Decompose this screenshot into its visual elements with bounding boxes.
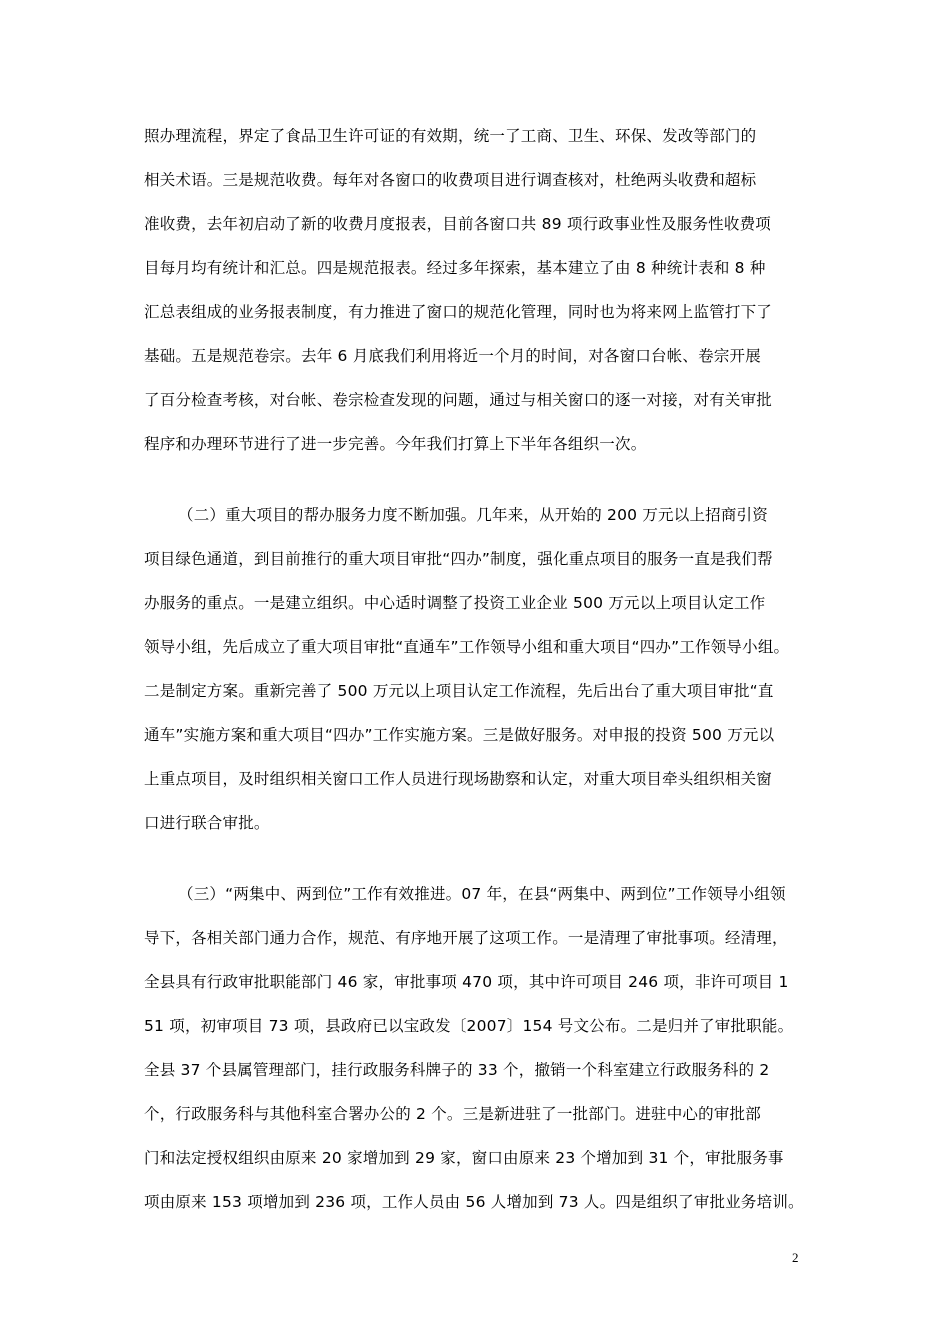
text-line: 照办理流程，界定了食品卫生许可证的有效期，统一了工商、卫生、环保、发改等部门的 [144, 127, 757, 145]
text-line: 基础。五是规范卷宗。去年 6 月底我们利用将近一个月的时间，对各窗口台帐、卷宗开展 [144, 347, 761, 365]
text-line: 51 项，初审项目 73 项，县政府已以宝政发〔2007〕154 号文公布。二是归并了审批职能。 [144, 1017, 794, 1035]
text-line: 目每月均有统计和汇总。四是规范报表。经过多年探索，基本建立了由 8 种统计表和 8 种 [144, 259, 766, 277]
text-line: 口进行联合审批。 [144, 814, 270, 832]
text-line: 项目绿色通道，到目前推行的重大项目审批“四办”制度，强化重点项目的服务一直是我们帮 [144, 550, 773, 568]
text-line: 程序和办理环节进行了进一步完善。今年我们打算上下半年各组织一次。 [144, 435, 647, 453]
text-line: 二是制定方案。重新完善了 500 万元以上项目认定工作流程，先后出台了重大项目审批“直 [144, 682, 774, 700]
text-line: 通车”实施方案和重大项目“四办”工作实施方案。三是做好服务。对申报的投资 500 万元以 [144, 726, 775, 744]
text-line: 全县 37 个县属管理部门，挂行政服务科牌子的 33 个，撤销一个科室建立行政服务科的 2 [144, 1061, 770, 1079]
text-line: 了百分检查考核，对台帐、卷宗检查发现的问题，通过与相关窗口的逐一对接，对有关审批 [144, 391, 773, 409]
text-line: 门和法定授权组织由原来 20 家增加到 29 家，窗口由原来 23 个增加到 31 个，审批服务事 [144, 1149, 784, 1167]
text-line: （三）“两集中、两到位”工作有效推进。07 年，在县“两集中、两到位”工作领导小组领 [178, 885, 786, 903]
text-line: 全县具有行政审批职能部门 46 家，审批事项 470 项，其中许可项目 246 项，非许可项目 1 [144, 973, 789, 991]
text-line: 导下，各相关部门通力合作，规范、有序地开展了这项工作。一是清理了审批事项。经清理， [144, 929, 788, 947]
text-line: 准收费，去年初启动了新的收费月度报表，目前各窗口共 89 项行政事业性及服务性收费项 [144, 215, 771, 233]
text-line: 个，行政服务科与其他科室合署办公的 2 个。三是新进驻了一批部门。进驻中心的审批部 [144, 1105, 761, 1123]
text-line: 领导小组，先后成立了重大项目审批“直通车”工作领导小组和重大项目“四办”工作领导小组。 [144, 638, 790, 656]
text-line: 相关术语。三是规范收费。每年对各窗口的收费项目进行调查核对，杜绝两头收费和超标 [144, 171, 757, 189]
text-line: 汇总表组成的业务报表制度，有力推进了窗口的规范化管理，同时也为将来网上监管打下了 [144, 303, 773, 321]
text-line: 项由原来 153 项增加到 236 项，工作人员由 56 人增加到 73 人。四是组织了审批业务培训。 [144, 1193, 804, 1211]
text-line: 办服务的重点。一是建立组织。中心适时调整了投资工业企业 500 万元以上项目认定工作 [144, 594, 766, 612]
page-number: 2 [792, 1250, 799, 1265]
text-line: （二）重大项目的帮办服务力度不断加强。几年来，从开始的 200 万元以上招商引资 [178, 506, 768, 524]
text-line: 上重点项目，及时组织相关窗口工作人员进行现场勘察和认定，对重大项目牵头组织相关窗 [144, 770, 773, 788]
